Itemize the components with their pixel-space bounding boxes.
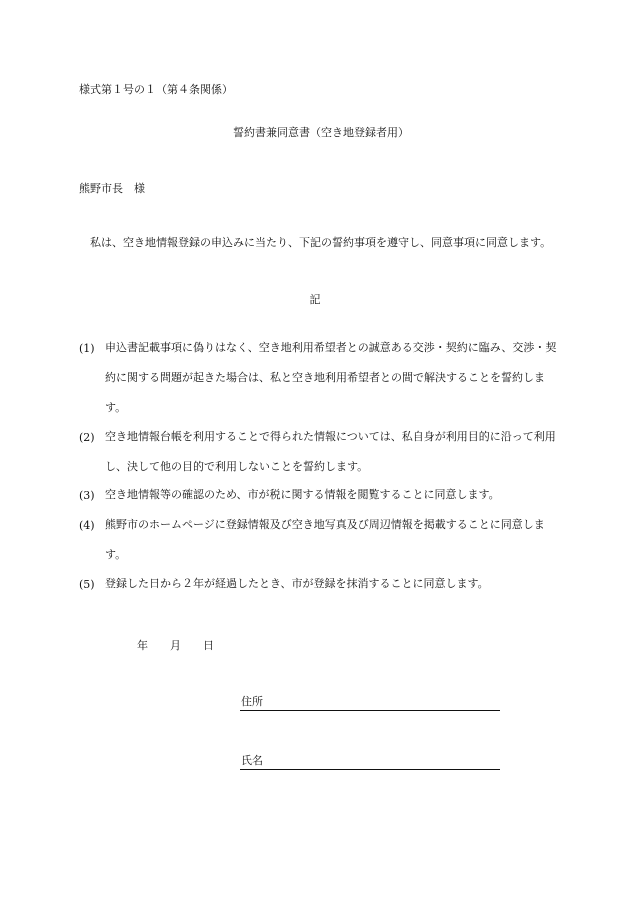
address-field[interactable] bbox=[240, 694, 500, 711]
date-year: 年 bbox=[137, 639, 148, 652]
document-title: 誓約書兼同意書（空き地登録者用） bbox=[233, 126, 409, 139]
item-text: 申込書記載事項に偽りはなく、空き地利用希望者との誠意ある交渉・契約に臨み、交渉・契約に関する問題が起きた場合は、私と空き地利用希望者との間で解決することを誓約します。 bbox=[105, 341, 557, 414]
addressee: 熊野市長 様 bbox=[79, 182, 145, 195]
date-month: 月 bbox=[170, 639, 181, 652]
intro-paragraph: 私は、空き地情報登録の申込みに当たり、下記の誓約事項を遵守し、同意事項に同意します。 bbox=[90, 236, 552, 249]
item-text: 登録した日から２年が経過したとき、市が登録を抹消することに同意します。 bbox=[105, 577, 489, 590]
item-number: (2) bbox=[79, 431, 95, 444]
ki-heading: 記 bbox=[309, 293, 321, 306]
item-number: (4) bbox=[79, 519, 95, 532]
date-day: 日 bbox=[203, 639, 214, 652]
item-number: (1) bbox=[79, 342, 95, 355]
item-text: 熊野市のホームページに登録情報及び空き地写真及び周辺情報を掲載することに同意します。 bbox=[105, 518, 545, 561]
name-field[interactable] bbox=[240, 753, 500, 770]
item-number: (5) bbox=[79, 578, 95, 591]
address-label: 住所 bbox=[241, 695, 263, 708]
date-row bbox=[137, 637, 214, 653]
item-text: 空き地情報等の確認のため、市が税に関する情報を閲覧することに同意します。 bbox=[105, 488, 500, 501]
item-text: 空き地情報台帳を利用することで得られた情報については、私自身が利用目的に沿って利用し、決して他の目的で利用しないことを誓約します。 bbox=[105, 430, 556, 473]
form-number: 様式第１号の１（第４条関係） bbox=[79, 83, 233, 96]
name-label: 氏名 bbox=[241, 754, 263, 767]
item-number: (3) bbox=[79, 489, 95, 502]
